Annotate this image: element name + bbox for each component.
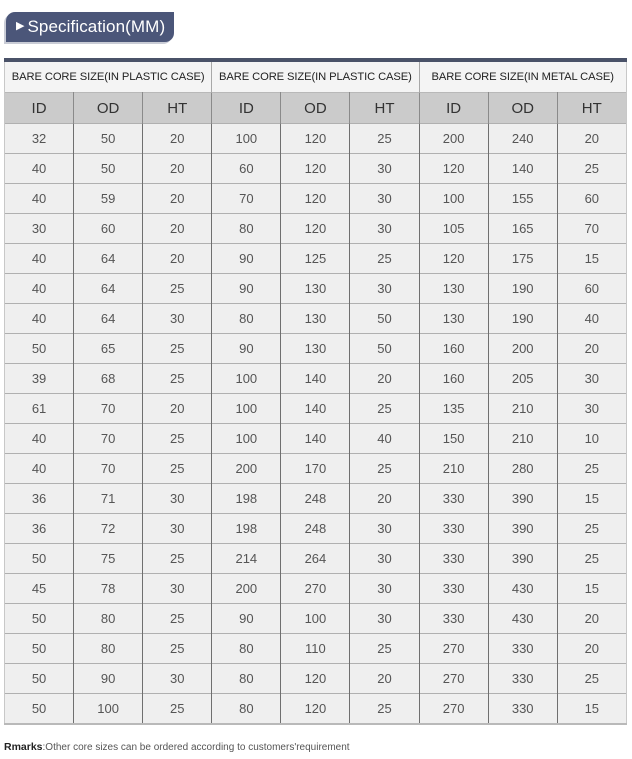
cell-id: 100 <box>212 424 281 454</box>
cell-od: 240 <box>488 124 557 154</box>
cell-ht: 25 <box>143 694 212 725</box>
cell-od: 64 <box>74 244 143 274</box>
table-row <box>5 514 627 544</box>
group-header-plastic-case-1: BARE CORE SIZE(IN PLASTIC CASE) <box>5 60 212 93</box>
cell-od: 155 <box>488 184 557 214</box>
cell-ht: 20 <box>350 664 419 694</box>
cell-ht: 30 <box>143 574 212 604</box>
cell-id: 130 <box>419 304 488 334</box>
cell-od: 175 <box>488 244 557 274</box>
cell-id: 90 <box>212 274 281 304</box>
cell-ht: 25 <box>143 454 212 484</box>
cell-id: 50 <box>5 634 74 664</box>
cell-od: 330 <box>488 634 557 664</box>
table-row <box>5 274 627 304</box>
group-header-plastic-case-2: BARE CORE SIZE(IN PLASTIC CASE) <box>212 60 419 93</box>
cell-ht: 30 <box>143 664 212 694</box>
cell-od: 120 <box>281 664 350 694</box>
cell-od: 140 <box>488 154 557 184</box>
cell-id: 50 <box>5 604 74 634</box>
cell-ht: 20 <box>350 364 419 394</box>
cell-od: 120 <box>281 124 350 154</box>
cell-ht: 20 <box>143 244 212 274</box>
table-row <box>5 544 627 574</box>
table-row <box>5 604 627 634</box>
cell-id: 270 <box>419 694 488 725</box>
cell-od: 75 <box>74 544 143 574</box>
cell-ht: 50 <box>350 334 419 364</box>
column-header-id: ID <box>419 93 488 124</box>
table-row <box>5 454 627 484</box>
cell-od: 210 <box>488 394 557 424</box>
cell-od: 264 <box>281 544 350 574</box>
cell-od: 210 <box>488 424 557 454</box>
cell-id: 80 <box>212 664 281 694</box>
cell-id: 40 <box>5 424 74 454</box>
table-row <box>5 574 627 604</box>
cell-ht: 30 <box>557 364 626 394</box>
table-row <box>5 634 627 664</box>
cell-od: 60 <box>74 214 143 244</box>
table-row <box>5 124 627 154</box>
column-header-row <box>5 93 627 124</box>
cell-od: 205 <box>488 364 557 394</box>
cell-od: 390 <box>488 484 557 514</box>
cell-od: 68 <box>74 364 143 394</box>
cell-ht: 50 <box>350 304 419 334</box>
column-header-ht: HT <box>557 93 626 124</box>
cell-ht: 20 <box>350 484 419 514</box>
cell-od: 100 <box>74 694 143 725</box>
table-row <box>5 214 627 244</box>
cell-od: 70 <box>74 424 143 454</box>
cell-ht: 20 <box>557 634 626 664</box>
cell-ht: 20 <box>143 184 212 214</box>
cell-od: 50 <box>74 124 143 154</box>
cell-id: 105 <box>419 214 488 244</box>
table-body <box>5 124 627 725</box>
cell-od: 430 <box>488 574 557 604</box>
cell-id: 40 <box>5 274 74 304</box>
table-row <box>5 364 627 394</box>
cell-ht: 20 <box>143 124 212 154</box>
cell-id: 120 <box>419 244 488 274</box>
table-row <box>5 154 627 184</box>
cell-id: 50 <box>5 664 74 694</box>
cell-od: 59 <box>74 184 143 214</box>
cell-ht: 30 <box>350 184 419 214</box>
cell-id: 210 <box>419 454 488 484</box>
cell-od: 140 <box>281 424 350 454</box>
cell-id: 130 <box>419 274 488 304</box>
column-header-od: OD <box>488 93 557 124</box>
cell-od: 130 <box>281 304 350 334</box>
cell-od: 280 <box>488 454 557 484</box>
column-header-od: OD <box>281 93 350 124</box>
table-row <box>5 424 627 454</box>
cell-od: 78 <box>74 574 143 604</box>
table-row <box>5 694 627 725</box>
cell-id: 330 <box>419 514 488 544</box>
remarks-label: Rmarks <box>4 741 43 753</box>
cell-ht: 25 <box>557 544 626 574</box>
play-triangle-icon: ▶ <box>16 19 25 32</box>
cell-ht: 15 <box>557 244 626 274</box>
cell-id: 40 <box>5 184 74 214</box>
cell-od: 190 <box>488 304 557 334</box>
column-header-ht: HT <box>143 93 212 124</box>
cell-od: 130 <box>281 274 350 304</box>
cell-id: 200 <box>212 574 281 604</box>
cell-ht: 25 <box>143 274 212 304</box>
cell-id: 50 <box>5 334 74 364</box>
cell-ht: 30 <box>350 274 419 304</box>
cell-od: 165 <box>488 214 557 244</box>
cell-id: 90 <box>212 244 281 274</box>
cell-ht: 25 <box>557 514 626 544</box>
cell-id: 198 <box>212 484 281 514</box>
cell-ht: 25 <box>143 604 212 634</box>
cell-id: 40 <box>5 244 74 274</box>
cell-id: 270 <box>419 634 488 664</box>
cell-id: 32 <box>5 124 74 154</box>
cell-id: 160 <box>419 364 488 394</box>
cell-ht: 25 <box>143 544 212 574</box>
cell-id: 100 <box>419 184 488 214</box>
cell-ht: 25 <box>143 364 212 394</box>
cell-od: 71 <box>74 484 143 514</box>
cell-ht: 25 <box>557 664 626 694</box>
group-header-row <box>5 60 627 93</box>
cell-ht: 25 <box>143 424 212 454</box>
table-row <box>5 184 627 214</box>
cell-ht: 30 <box>350 214 419 244</box>
cell-id: 330 <box>419 604 488 634</box>
table-row <box>5 664 627 694</box>
cell-ht: 70 <box>557 214 626 244</box>
cell-id: 100 <box>212 394 281 424</box>
table-row <box>5 244 627 274</box>
cell-id: 120 <box>419 154 488 184</box>
cell-id: 60 <box>212 154 281 184</box>
cell-od: 390 <box>488 544 557 574</box>
cell-ht: 60 <box>557 184 626 214</box>
cell-id: 200 <box>419 124 488 154</box>
cell-ht: 25 <box>350 124 419 154</box>
cell-id: 270 <box>419 664 488 694</box>
cell-ht: 30 <box>143 514 212 544</box>
cell-od: 200 <box>488 334 557 364</box>
cell-od: 90 <box>74 664 143 694</box>
cell-od: 248 <box>281 514 350 544</box>
cell-id: 50 <box>5 544 74 574</box>
cell-id: 80 <box>212 214 281 244</box>
cell-id: 90 <box>212 604 281 634</box>
cell-id: 330 <box>419 484 488 514</box>
cell-ht: 30 <box>350 514 419 544</box>
cell-ht: 30 <box>143 484 212 514</box>
cell-ht: 25 <box>350 634 419 664</box>
cell-od: 70 <box>74 454 143 484</box>
column-header-id: ID <box>5 93 74 124</box>
cell-ht: 25 <box>350 694 419 725</box>
cell-id: 150 <box>419 424 488 454</box>
cell-ht: 20 <box>143 214 212 244</box>
cell-id: 100 <box>212 124 281 154</box>
cell-id: 200 <box>212 454 281 484</box>
cell-id: 39 <box>5 364 74 394</box>
cell-od: 70 <box>74 394 143 424</box>
cell-ht: 40 <box>350 424 419 454</box>
cell-id: 80 <box>212 634 281 664</box>
cell-id: 36 <box>5 514 74 544</box>
cell-id: 40 <box>5 454 74 484</box>
cell-od: 140 <box>281 394 350 424</box>
cell-ht: 25 <box>350 394 419 424</box>
remarks-text: :Other core sizes can be ordered according to customers'requirement <box>42 742 350 753</box>
cell-ht: 25 <box>143 634 212 664</box>
cell-id: 90 <box>212 334 281 364</box>
cell-od: 65 <box>74 334 143 364</box>
cell-od: 390 <box>488 514 557 544</box>
cell-ht: 60 <box>557 274 626 304</box>
group-header-metal-case: BARE CORE SIZE(IN METAL CASE) <box>419 60 626 93</box>
table-row <box>5 484 627 514</box>
cell-od: 64 <box>74 304 143 334</box>
cell-od: 50 <box>74 154 143 184</box>
table-row <box>5 304 627 334</box>
cell-id: 70 <box>212 184 281 214</box>
cell-od: 72 <box>74 514 143 544</box>
cell-id: 80 <box>212 694 281 725</box>
cell-id: 100 <box>212 364 281 394</box>
cell-od: 80 <box>74 634 143 664</box>
cell-ht: 30 <box>350 154 419 184</box>
cell-ht: 20 <box>557 334 626 364</box>
cell-ht: 15 <box>557 574 626 604</box>
cell-ht: 20 <box>143 154 212 184</box>
cell-id: 330 <box>419 544 488 574</box>
cell-id: 198 <box>212 514 281 544</box>
cell-ht: 10 <box>557 424 626 454</box>
cell-ht: 30 <box>557 394 626 424</box>
cell-id: 214 <box>212 544 281 574</box>
column-header-od: OD <box>74 93 143 124</box>
cell-ht: 30 <box>143 304 212 334</box>
cell-id: 50 <box>5 694 74 725</box>
cell-id: 40 <box>5 304 74 334</box>
cell-od: 190 <box>488 274 557 304</box>
cell-ht: 15 <box>557 484 626 514</box>
column-header-ht: HT <box>350 93 419 124</box>
cell-od: 140 <box>281 364 350 394</box>
cell-od: 120 <box>281 694 350 725</box>
column-header-id: ID <box>212 93 281 124</box>
cell-od: 170 <box>281 454 350 484</box>
cell-ht: 20 <box>557 124 626 154</box>
cell-ht: 25 <box>143 334 212 364</box>
table-row <box>5 394 627 424</box>
cell-ht: 25 <box>350 454 419 484</box>
cell-ht: 30 <box>350 604 419 634</box>
cell-od: 330 <box>488 664 557 694</box>
cell-od: 125 <box>281 244 350 274</box>
cell-od: 248 <box>281 484 350 514</box>
cell-id: 36 <box>5 484 74 514</box>
cell-od: 80 <box>74 604 143 634</box>
cell-id: 30 <box>5 214 74 244</box>
cell-od: 120 <box>281 154 350 184</box>
cell-ht: 20 <box>557 604 626 634</box>
cell-od: 330 <box>488 694 557 725</box>
cell-od: 110 <box>281 634 350 664</box>
cell-ht: 40 <box>557 304 626 334</box>
cell-od: 270 <box>281 574 350 604</box>
cell-ht: 25 <box>350 244 419 274</box>
specification-table <box>4 58 627 725</box>
cell-od: 64 <box>74 274 143 304</box>
cell-ht: 30 <box>350 574 419 604</box>
cell-id: 160 <box>419 334 488 364</box>
cell-id: 80 <box>212 304 281 334</box>
section-title: Specification(MM) <box>27 17 166 36</box>
cell-ht: 25 <box>557 454 626 484</box>
cell-id: 330 <box>419 574 488 604</box>
section-title-badge <box>6 12 174 42</box>
cell-od: 120 <box>281 184 350 214</box>
cell-id: 135 <box>419 394 488 424</box>
cell-ht: 20 <box>143 394 212 424</box>
remarks-note <box>4 741 350 753</box>
cell-od: 100 <box>281 604 350 634</box>
cell-od: 430 <box>488 604 557 634</box>
cell-ht: 25 <box>557 154 626 184</box>
table-row <box>5 334 627 364</box>
cell-id: 40 <box>5 154 74 184</box>
cell-od: 120 <box>281 214 350 244</box>
cell-ht: 15 <box>557 694 626 725</box>
cell-id: 61 <box>5 394 74 424</box>
cell-ht: 30 <box>350 544 419 574</box>
cell-id: 45 <box>5 574 74 604</box>
cell-od: 130 <box>281 334 350 364</box>
